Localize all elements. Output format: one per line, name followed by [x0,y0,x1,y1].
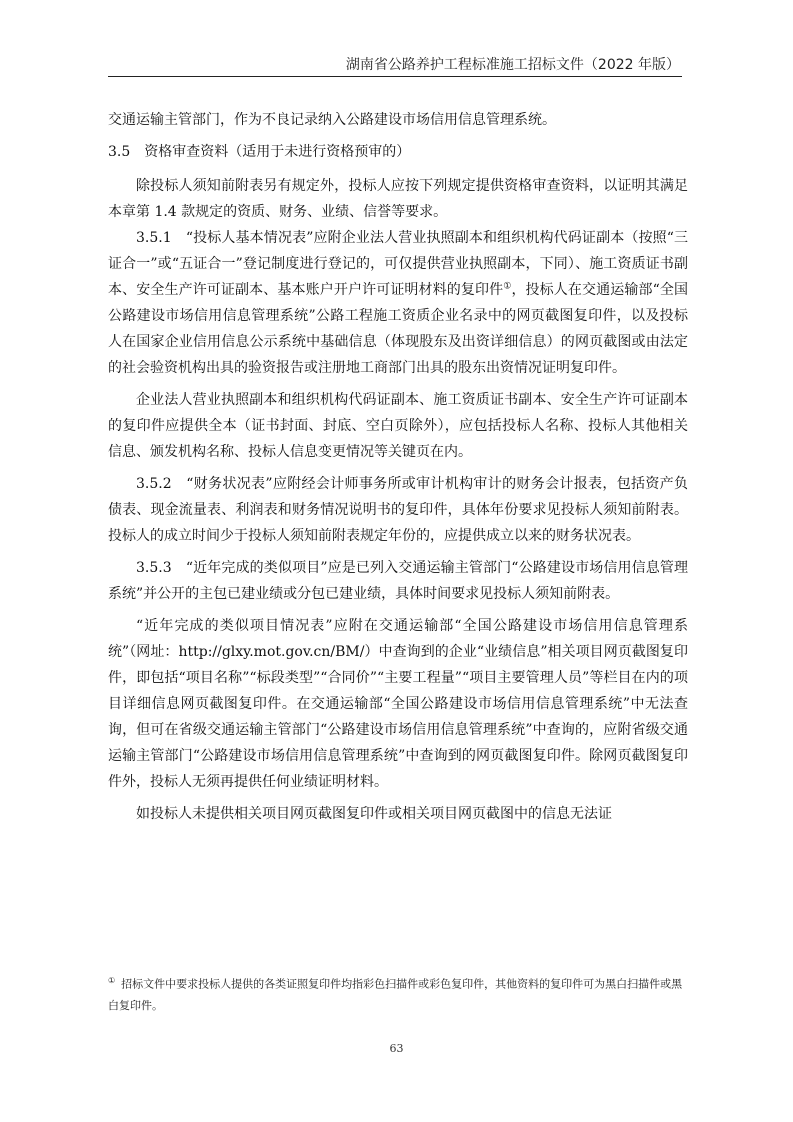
footnote-mark: ① [108,976,116,985]
footnote-text: 招标文件中要求投标人提供的各类证照复印件均指彩色扫描件或彩色复印件，其他资料的复印件可为黑白扫描件或黑白复印件。 [108,977,683,1012]
paragraph-intro: 除投标人须知前附表另有规定外，投标人应按下列规定提供资格审查资料，以证明其满足本章第 1.4 款规定的资质、财务、业绩、信誉等要求。 [108,178,688,220]
paragraph-3-5-1-part-b: ，投标人在交通运输部“全国公路建设市场信用信息管理系统”公路工程施工资质企业名录中的网页截图复印件，以及投标人在国家企业信用信息公示系统中基础信息（体现股东及出资详细信息）的网页截图或由法定的社会验资机构出具的验资报告或注册地工商部门出具的股东出资情况证明复印件。 [108,282,688,376]
paragraph-3-5-2: 3.5.2 “财务状况表”应附经会计师事务所或审计机构审计的财务会计报表，包括资产负债表、现金流量表、利润表和财务情况说明书的复印件，具体年份要求见投标人须知前附表。投标人的成立时间少于投标人须知前附表规定年份的，应提供成立以来的财务状况表。 [108,476,688,544]
paragraph-3-5-1-part-a: 3.5.1 “投标人基本情况表”应附企业法人营业执照副本和组织机构代码证副本（按照“三证合一”或“五证合一”登记制度进行登记的，可仅提供营业执照副本，下同）、施工资质证书副本、安全生产许可证副本、基本账户开户许可证明材料的复印件 [108,230,688,298]
paragraph-similar-projects: “近年完成的类似项目情况表”应附在交通运输部“全国公路建设市场信用信息管理系统”（网址：http://glxy.mot.gov.cn/BM/）中查询到的企业“业绩信息”相关项目网页截图复印件，即包括“项目名称”“标段类型”“合同价”“主要工程量”“项目主要管理人员”等栏目在内的项目详细信息网页截图复印件。在交通运输部“全国公路建设市场信用信息管理系统”中无法查询，但可在省级交通运输主管部门“公路建设市场信用信息管理系统”中查询的，应附省级交通运输主管部门“公路建设市场信用信息管理系统”中查询到的网页截图复印件。除网页截图复印件外，投标人无须再提供任何业绩证明材料。 [108,618,688,790]
page-number: 63 [389,1042,404,1055]
section-heading: 3.5 资格审查资料（适用于未进行资格预审的） [108,144,411,160]
footnote-reference[interactable]: ① [503,281,512,292]
page-body [108,107,688,827]
footnote [108,970,688,1016]
paragraph-last: 如投标人未提供相关项目网页截图复印件或相关项目网页截图中的信息无法证 [136,806,612,822]
paragraph-3-5-1 [108,225,688,381]
page-header [108,50,682,77]
paragraph-continuation: 交通运输主管部门，作为不良记录纳入公路建设市场信用信息管理系统。 [108,112,556,128]
paragraph-3-5-3: 3.5.3 “近年完成的类似项目”应是已列入交通运输主管部门“公路建设市场信用信息管理系统”并公开的主包已建业绩或分包已建业绩，具体时间要求见投标人须知前附表。 [108,560,688,602]
document-title: 湖南省公路养护工程标准施工招标文件（2022 年版） [345,57,680,73]
paragraph-license-copies: 企业法人营业执照副本和组织机构代码证副本、施工资质证书副本、安全生产许可证副本的复印件应提供全本（证书封面、封底、空白页除外），应包括投标人名称、投标人其他相关信息、颁发机构名称、投标人信息变更情况等关键页在内。 [108,392,688,460]
